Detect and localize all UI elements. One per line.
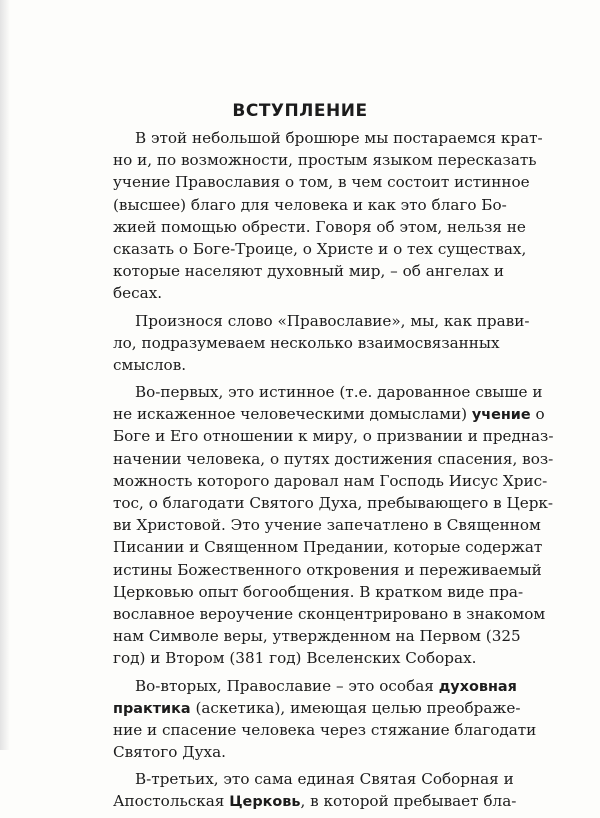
text-segment: не искаженное человеческими домыслами) — [113, 405, 472, 424]
paragraph — [113, 310, 530, 377]
text-segment: год) и Втором (381 год) Вселенских Соборах. — [113, 649, 477, 668]
text-line — [113, 697, 521, 719]
text-line — [113, 536, 543, 558]
paragraph — [113, 381, 554, 669]
text-line — [113, 719, 537, 741]
text-line — [113, 514, 541, 536]
text-segment: можность которого даровал нам Господь Иисус Хрис- — [113, 471, 548, 490]
text-segment: Церковью опыт богообщения. В кратком виде пра- — [113, 582, 524, 601]
text-segment: Боге и Его отношении к миру, о призвании и предназ- — [113, 427, 554, 446]
text-line — [113, 790, 517, 812]
text-segment: смыслов. — [113, 355, 187, 374]
text-line — [113, 581, 524, 603]
text-line — [113, 354, 489, 376]
text-line — [113, 768, 514, 790]
text-line — [113, 381, 543, 403]
text-line — [113, 149, 537, 171]
text-segment: (высшее) благо для человека и как это благо Бо- — [113, 195, 507, 214]
text-line — [113, 559, 542, 581]
text-segment: Святого Духа. — [113, 743, 226, 762]
bold-term: практика — [113, 700, 191, 717]
text-segment: бесах. — [113, 284, 163, 303]
text-line — [113, 282, 489, 304]
text-line — [113, 425, 554, 447]
text-line — [113, 260, 505, 282]
text-line — [113, 332, 500, 354]
text-segment: жией помощью обрести. Говоря об этом, нельзя не — [113, 217, 526, 236]
bold-term: духовная — [438, 678, 517, 695]
text-line — [113, 492, 554, 514]
text-segment: вославное вероучение сконцентрировано в знакомом — [113, 604, 546, 623]
text-segment: ние и спасение человека через стяжание благодати — [113, 720, 537, 739]
text-segment: ло, подразумеваем несколько взаимосвязанных — [113, 333, 500, 352]
text-segment: сказать о Боге-Троице, о Христе и о тех существах, — [113, 239, 527, 258]
text-line — [113, 647, 489, 669]
text-segment: В-третьих, это сама единая Святая Соборная и — [135, 770, 514, 789]
text-segment: нам Символе веры, утвержденном на Первом (325 — [113, 627, 521, 646]
page-heading: ВСТУПЛЕНИЕ — [232, 101, 368, 121]
text-line — [113, 194, 507, 216]
text-segment: истины Божественного откровения и переживаемый — [113, 560, 542, 579]
text-segment: Во-вторых, Православие – это особая — [135, 676, 439, 695]
text-segment: ви Христовой. Это учение запечатлено в Священном — [113, 516, 541, 535]
text-segment: В этой небольшой брошюре мы постараемся крат- — [135, 129, 543, 147]
text-segment: тос, о благодати Святого Духа, пребывающего в Церк- — [113, 494, 554, 512]
text-line — [113, 603, 546, 625]
text-line — [113, 403, 545, 425]
text-segment: о — [530, 405, 545, 424]
text-line — [113, 216, 526, 238]
text-line — [113, 741, 489, 763]
text-segment: Писании и Священном Предании, которые содержат — [113, 538, 543, 557]
text-line — [113, 127, 543, 149]
text-segment: Произнося слово «Православие», мы, как прави- — [135, 311, 530, 330]
bold-term: Церковь — [229, 794, 301, 811]
body-text — [113, 127, 554, 818]
text-line — [113, 171, 530, 193]
paragraph — [113, 768, 517, 812]
text-segment: учение Православия о том, в чем состоит истинное — [113, 173, 530, 192]
text-segment: начении человека, о путях достижения спасения, воз- — [113, 449, 554, 468]
text-segment: Апостольская — [113, 792, 230, 811]
paragraph — [113, 127, 543, 305]
text-segment: Во-первых, это истинное (т.е. дарованное свыше и — [135, 383, 543, 402]
text-line — [113, 625, 521, 647]
text-line — [113, 470, 548, 492]
text-segment: , в которой пребывает бла- — [300, 792, 517, 811]
text-line — [113, 675, 517, 697]
text-segment: (аскетика), имеющая целью преображе- — [190, 698, 521, 717]
bold-term: учение — [471, 407, 531, 424]
text-line — [113, 238, 527, 260]
text-segment: которые населяют духовный мир, – об ангелах и — [113, 262, 505, 281]
text-line — [113, 448, 554, 470]
text-line — [113, 310, 530, 332]
text-segment: но и, по возможности, простым языком пересказать — [113, 151, 537, 170]
